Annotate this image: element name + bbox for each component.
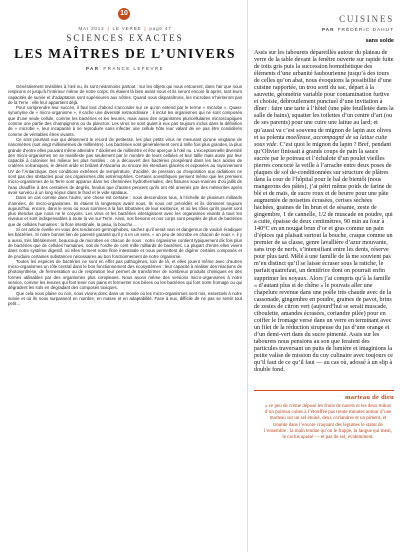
column-story xyxy=(254,50,394,374)
column-author: FRÉDÉRIC DAHUT xyxy=(337,28,394,33)
article-paragraph: Que cela nous plaise ou non, nous vivons donc dans un monde où les micro-organismes sont rois, essentiels à notre survie et où ils nous surpassent en nombre, en masse et en adaptabilité. Face à eux, difficile de ne pas se sentir tout petit… xyxy=(8,290,242,307)
issue-section: LE VERBE xyxy=(112,26,142,31)
article-rubric: SCIENCES EXACTES xyxy=(66,33,184,43)
byline-prefix: PAR xyxy=(85,66,100,71)
article-paragraph: Si cet article éveille en vous des tendances germophobes, sachez qu’il serait vain et dangereux de vouloir éradiquer les bactéries. Si notre bonnet lien de parenté garantit qu’il y a en un sens, « un peu de microbe en chacun de nous », il y a aussi, très littéralement, beaucoup de microbes en chacun de nous : notre organisme contient typiquement dix fois plus de bactéries que de cellules humaines, soit de l’ordre de cent mille milliards de bactéries. La plupart d’entre elles vivent dans notre système digestif, où elles forment notre flore intestinale et nous permettent de digérer certains composés et de produire certaines substances nécessaires au bon fonctionnement de notre organisme. xyxy=(8,227,242,259)
column-byline xyxy=(322,28,394,33)
article-paragraph: Ce sont pourtant eux qui détiennent le record de petitesse, les plus petits virus ne mesurant qu’une vingtaine de nanomètres (soit vingt millionièmes de millimètre). Les bactéries sont généralement cent à mille fois plus grandes, la plus grande d’entre elles pouvant même atteindre 7 dixièmes de millimètre et être aperçue à l’œil nu. L’exceptionnelle diversité des micro-organismes ne se manifeste pas seulement par le nombre de leurs cellules et leur taille mais aussi par leur capacité à coloniser les milieux les plus hostiles : on a découvert des bactéries prospérant dans les lacs acides de cratères volcaniques, le désert aride et brûlant d’Atacama ou encore les étendues glacées et exposées au rayonnement UV de l’Antarctique. Des conditions extrêmes de température, d’acidité, de pression ou d’exposition aux radiations ne sont pas des obstacles pour ces organismes dits extrémophiles. Certains scientifiques pensent même que les premiers micro-organismes de la Terre sont apparus dans les cheminées hydrothermales, des fissures sous-marines d’où jaillit de l’eau chauffée à des centaines de degrés, fendus que d’autres pensent qu’ils ont été amenés par des météorites après avoir survécu à un long séjour dans le froid et le vide spatiaux. xyxy=(8,136,242,195)
article-paragraph: Dans un cas comme dans l’autre, une chose est certaine : nous descendons tous, à l’échelle de plusieurs milliards d’années, de micro-organismes. Ils étaient là longtemps avant nous, ils nous ont précédés et ils dominent toujours aujourd’hui, encore, dans le sens où nous sommes à la fois tributaires de leur existence, et où les rôles qu’ils jouent sont plus étendus que nous ne le croyons. Les virus et les bactéries interagissent avec les organismes vivants à tous les niveaux et sont indispensables à toute la vie sur Terre. Ainsi, nos besoins et nos corps sont peuplés de plus de bactéries que de cellules humaines : la flore intestinale, la peau, la bouche… xyxy=(8,195,242,227)
column-byline-prefix: PAR xyxy=(321,28,335,33)
article-column xyxy=(8,0,242,552)
drink-name: marteau de dieu xyxy=(345,394,394,401)
article-paragraph: Pour comprendre leur succès, il faut tout d’abord s’accorder sur ce qu’on entend par le terme « microbe ». Quasi-synonyme de « micro-organisme », il cache une diversité extraordinaire : il inclut les organismes qui ne sont composés que d’une seule cellule, comme les bactéries et les levures, mais aussi des organismes pluricellulaires microscopiques comme une partie des champignons ou du plancton. Les virus ne sont quant à eux pas toujours inclus dans la définition de « microbe », leur incapacité à se reproduire sans infecter une cellule hôte leur valant de ne pas être considérés comme de véritables êtres vivants. xyxy=(8,105,242,137)
issue-meta: MAI 2012 | LE VERBE | page 47 xyxy=(78,26,172,31)
issue-logo: 10 xyxy=(118,8,130,20)
article-paragraph: Généralement invisibles à l’œil nu, ils sont néanmoins partout : sur les objets qui nous entourent, dans l’air que nous respirons et jusqu’à l’intérieur même de notre corps. Ils étaient là bien avant nous et ils seront encore là après, tant leurs capacités de survie et d’adaptation sont supérieures aux nôtres. Quand nous disparaîtrons, les microbes n’hériteront pas de la Terre : elle leur appartient déjà. xyxy=(8,84,242,105)
article-headline: LES MAÎTRES DE L’UNIVERS xyxy=(14,46,236,61)
drink-description: « ce peu de crème déposé les fruits de navets et les deux mikus d’un poireau cuites à l’étouffée pas trente minutes autour d’une marteau sur un sel étoiné, deux coriandres et un piment, et trouble dans l’encore craquant des légumes le statut de l’ensemble : la main tendue qu’on le frappe, la langue qui meul, le cactus apaisé — et pas de sel, évidemment. xyxy=(264,404,392,441)
issue-month: MAI 2012 xyxy=(78,26,105,31)
article-author: FRANCE LEFEVRE xyxy=(103,66,165,71)
article-paragraph: Toutes les espèces de bactéries ne sont en effet pas pathogènes, loin de là, et elles jouent même avec d’autres micro-organismes un rôle central dans le bon fonctionnement des écosystèmes : leur capacité à réaliser des réactions de photosynthèse, de fermentation ou de respiration leur permet de transformer de nombreux produits chimiques en des formes utilisables par des organismes plus complexes. Nous avons même des versions micro-organismes à notre service, comme les levures qui font lever nos pains et fermenter nos bières ou les bactéries qui font notre fromage ou qui dégradent les sols en dégradant des composés toxiques. xyxy=(8,258,242,291)
article-byline xyxy=(8,66,242,71)
column-tag: sans solde xyxy=(365,38,394,44)
article-body xyxy=(8,84,242,306)
issue-page: page 47 xyxy=(149,26,172,31)
column-story-text: Assis sur les tabourets dépareillés autour du plateau de verre de la table devant la fenêtre ouverte sur rapide fuite de toits gris puis la succession homothétique des éléments d’une urbanité faubourienne jusqu’à des tours de celles qu’on abat, nous évoquions la possibilité d’une cuisine rapportée, un trou sorti du sac, départ à la sauvette, géométrie variable pour contamination furtive et choisie, débrouilement punctuel d’une invitation à dîner : faire une tarte à l’hôtel (une pâte feuilletée dans la salle de bains), squatter les toilettes d’un centre d’art (ou de ses parents) pour une cuire une laitue au lard; et qu’aussi va c’est souvenu de mignon de lapin aux olives et sa polenta moelleuse, accompagné de sa laitue cuite sous vide. C’est quoi le mignon du lapin ? Bref, pendant qu’Olivier finissait à grands coups de pain la sauce sucrée par le poireau et l’échalote d’un poulet vieilles pierres concocté la veille à l’arrache entre deux poses de plaques de sol de-conditionnées sur structure de plâtres dans la cour de l’hôpital pour le bal de bientôt (nous mangerons des pâtés), j’ai pétri même poids de farine de blé et de maïs, de sucre roux et de beurre pour une pâte augmentée de noisettes écrasées, cerises séchées hachées, graines de lin brun et de sésame, zeste de gingembre, 1 de cannelle, 1/2 de muscade en poudre, qui a cuite, épaisse de deux centimètres, 90 min au four à 140°C en un nougat brun d’or et gras comme un pain d’épices qui plaisait surtout la bouche, craque comme un premier de sa classe, genre lavallière d’azur mouvante, sans trop de nerfs, s’intensifiant entre les dents, réserve pour plus tard. Mêlé à une famille de là me souvient pas m’en distinct qu’il se laisse écraser sous la ratiche, le parfait quatrefaut, un dentifrice dont on pourrait enfin supprimer les noyaux. Alors j’ai compris qu’à la famille « d’autant plus si de chêne » le pouvais aller une chapelure revenue dans une poêle très chaude avec de la cassonade, gingembre en poudre, graines de pavot, brins de zestes de citron vert (aujourd’hui se serait muscade, ciboulette, amandes écrasées, coriandre pilée) pour en coiffer le fromage versé dans un verre en terminant avec un filet de la réduction sirupeuse du jus d’une orange et d’un demi-vert dans du sucre pimenté. Assis sur les tabourets nous pensions au son que feraient des particules traversant un puits de lumière et imaginions la petite valise de mission du cuy culinaire avec toujours ce qu’il faut de ce qu’il faut — au cas où, adossé à un slip à double fond. xyxy=(254,50,394,374)
drink-divider xyxy=(254,390,394,391)
column-divider xyxy=(247,0,248,552)
column-category: CUISINES xyxy=(339,14,394,24)
cuisine-column xyxy=(254,0,394,552)
